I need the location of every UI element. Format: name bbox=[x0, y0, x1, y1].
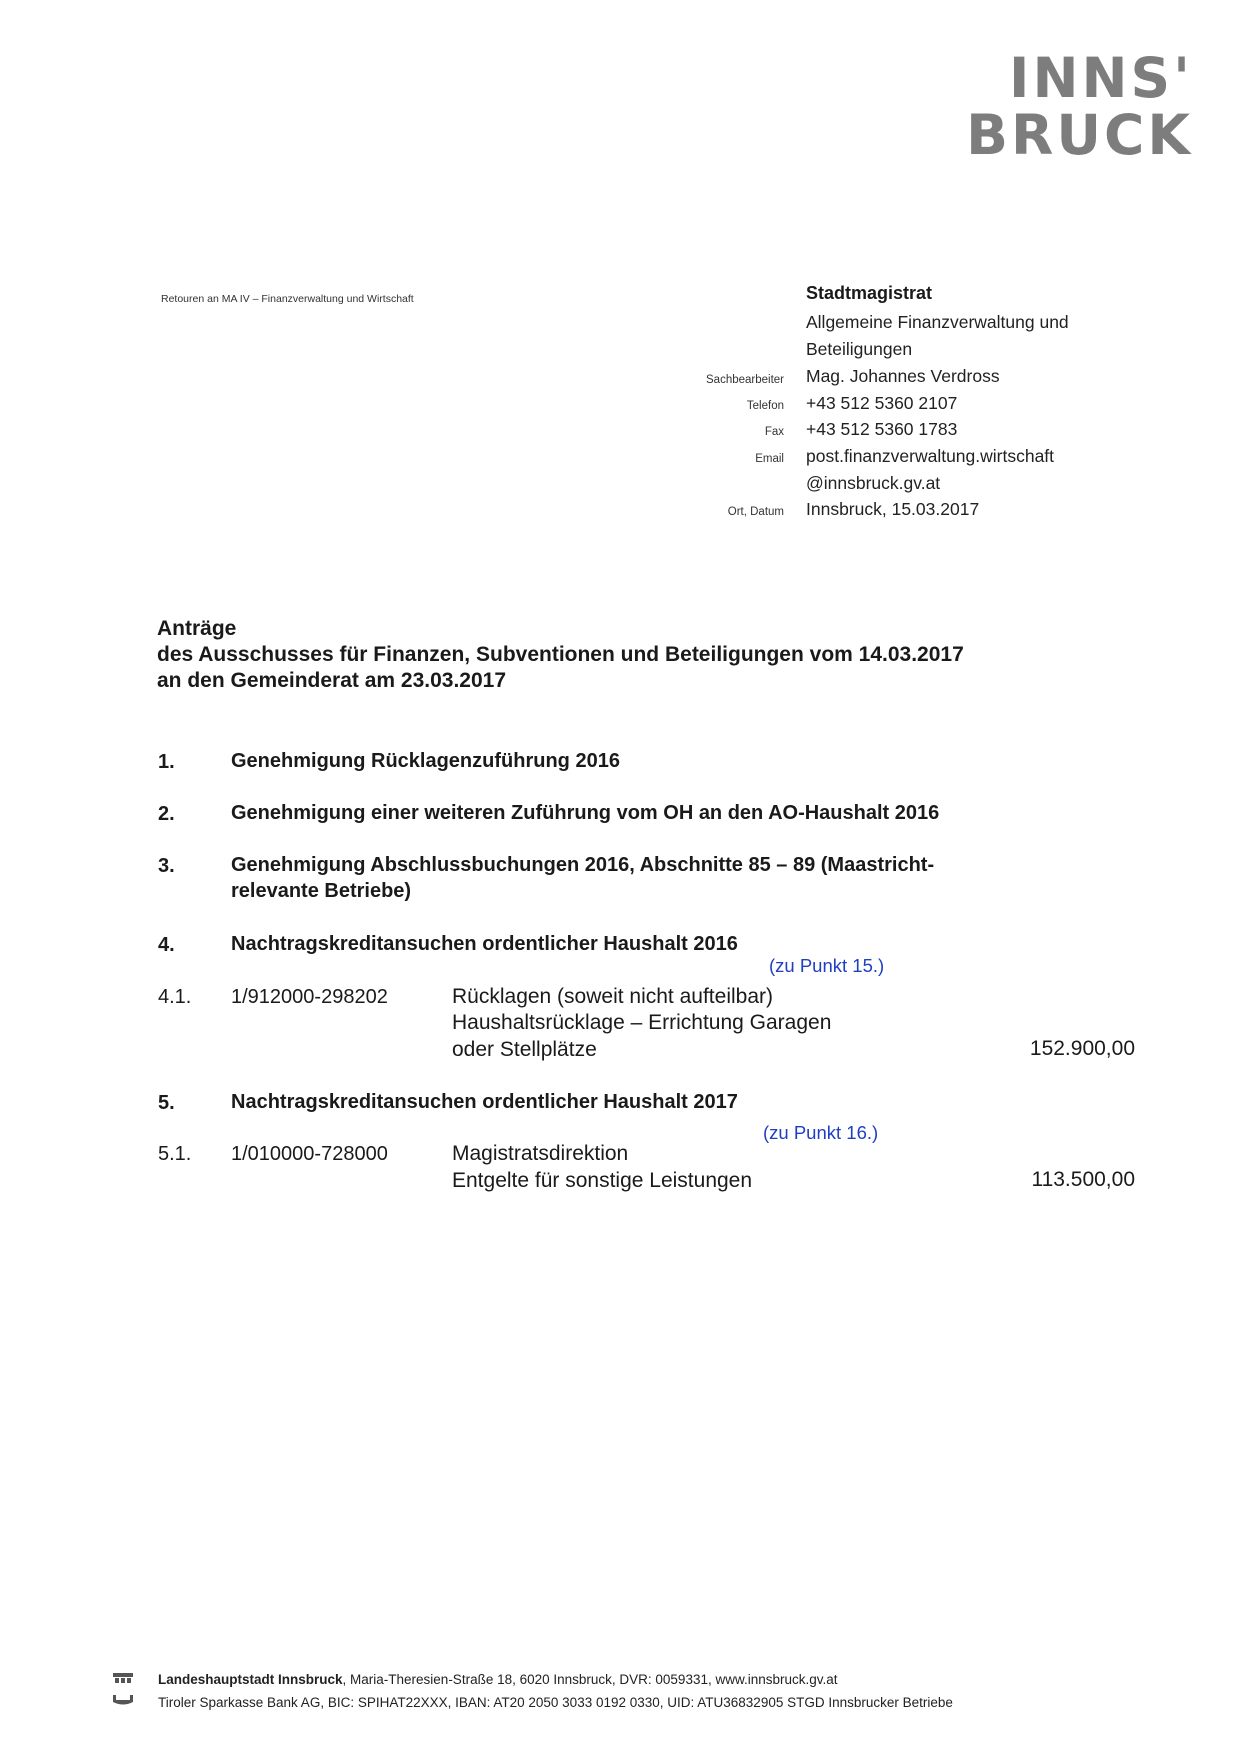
phone-number: +43 512 5360 2107 bbox=[806, 393, 958, 413]
item-3-text-line-2: relevante Betriebe) bbox=[231, 880, 412, 902]
item-5-text: Nachtragskreditansuchen ordentlicher Haushalt 2017 bbox=[231, 1091, 738, 1113]
heading-line-2: des Ausschusses für Finanzen, Subventionen und Beteiligungen vom 14.03.2017 bbox=[157, 643, 964, 666]
item-2-number: 2. bbox=[158, 803, 175, 825]
item-2-text: Genehmigung einer weiteren Zuführung vom OH an den AO-Haushalt 2016 bbox=[231, 802, 940, 824]
item-5-1-account: 1/010000-728000 bbox=[231, 1143, 388, 1165]
item-4-1-desc-line-1: Rücklagen (soweit nicht aufteilbar) bbox=[452, 985, 773, 1008]
fax-number: +43 512 5360 1783 bbox=[806, 419, 958, 439]
office-name: Stadtmagistrat bbox=[806, 283, 933, 303]
logo-line-2: BRUCK bbox=[966, 103, 1193, 167]
item-4-note: (zu Punkt 15.) bbox=[769, 955, 885, 976]
item-5-number: 5. bbox=[158, 1092, 175, 1114]
heading-line-1: Anträge bbox=[157, 617, 237, 640]
fax-label: Fax bbox=[764, 426, 784, 438]
footer-bank: Tiroler Sparkasse Bank AG, BIC: SPIHAT22XXX, IBAN: AT20 2050 3033 0192 0330, UID: ATU36832905 STGD Innsbrucker Betriebe bbox=[158, 1695, 953, 1710]
item-5-1-amount: 113.500,00 bbox=[1031, 1168, 1135, 1191]
place-date-label: Ort, Datum bbox=[727, 506, 784, 518]
item-5-1-desc-line-2: Entgelte für sonstige Leistungen bbox=[452, 1169, 753, 1192]
innsbruck-logo bbox=[948, 46, 1193, 167]
heading-line-3: an den Gemeinderat am 23.03.2017 bbox=[157, 669, 507, 692]
city-crest-icon bbox=[112, 1671, 134, 1711]
item-4-text: Nachtragskreditansuchen ordentlicher Haushalt 2016 bbox=[231, 933, 738, 955]
item-4-1-amount: 152.900,00 bbox=[1029, 1037, 1135, 1060]
footer-city-name: Landeshauptstadt Innsbruck bbox=[158, 1672, 343, 1687]
item-4-1-desc-line-2: Haushaltsrücklage – Errichtung Garagen bbox=[452, 1011, 832, 1034]
footer-address bbox=[158, 1672, 838, 1687]
item-4-number: 4. bbox=[158, 934, 175, 956]
clerk-name: Mag. Johannes Verdross bbox=[806, 366, 1000, 386]
place-date: Innsbruck, 15.03.2017 bbox=[806, 499, 980, 519]
logo-line-1: INNS' bbox=[1009, 46, 1193, 110]
department-line-2: Beteiligungen bbox=[806, 339, 913, 359]
item-5-1-number: 5.1. bbox=[158, 1143, 192, 1165]
document-heading bbox=[157, 616, 964, 694]
item-4-1-desc-line-3: oder Stellplätze bbox=[452, 1038, 597, 1061]
item-5-note: (zu Punkt 16.) bbox=[763, 1122, 879, 1143]
item-1-text: Genehmigung Rücklagenzuführung 2016 bbox=[231, 750, 620, 772]
item-3-text-line-1: Genehmigung Abschlussbuchungen 2016, Abschnitte 85 – 89 (Maastricht- bbox=[231, 854, 935, 876]
clerk-label: Sachbearbeiter bbox=[706, 374, 784, 386]
item-4-1-account: 1/912000-298202 bbox=[231, 986, 388, 1008]
department-line-1: Allgemeine Finanzverwaltung und bbox=[806, 312, 1069, 332]
item-3-number: 3. bbox=[158, 855, 175, 877]
phone-label: Telefon bbox=[746, 400, 784, 412]
item-5-1-desc-line-1: Magistratsdirektion bbox=[452, 1142, 629, 1165]
item-1-number: 1. bbox=[158, 751, 175, 773]
return-address: Retouren an MA IV – Finanzverwaltung und Wirtschaft bbox=[161, 293, 414, 305]
footer-address-rest: , Maria-Theresien-Straße 18, 6020 Innsbruck, DVR: 0059331, www.innsbruck.gv.at bbox=[342, 1672, 838, 1687]
email-line-1: post.finanzverwaltung.wirtschaft bbox=[806, 446, 1055, 466]
item-4-1-number: 4.1. bbox=[158, 986, 192, 1008]
email-label: Email bbox=[755, 453, 784, 465]
email-line-2: @innsbruck.gv.at bbox=[806, 473, 941, 493]
